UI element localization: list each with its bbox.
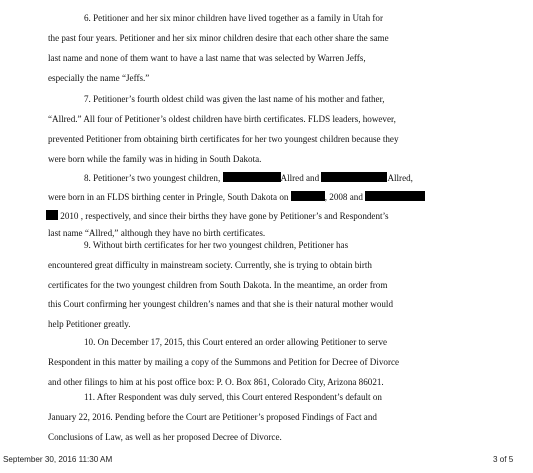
text-line: certificates for the two youngest children from South Dakota. In the meantime, an order from (48, 280, 388, 290)
text-line: 11. After Respondent was duly served, this Court entered Respondent’s default on (84, 392, 382, 402)
redaction-box (223, 172, 281, 182)
text-line: last name and none of them want to have a last name that was selected by Warren Jeffs, (48, 53, 366, 63)
redaction-box (365, 191, 425, 201)
text-line (84, 172, 413, 184)
text-line: especially the name “Jeffs.” (48, 73, 150, 83)
text-line: prevented Petitioner from obtaining birth certificates for her two youngest children because they (48, 134, 399, 144)
text-line: 10. On December 17, 2015, this Court entered an order allowing Petitioner to serve (84, 337, 388, 347)
text-line: were born while the family was in hiding in South Dakota. (48, 154, 262, 164)
text-line: Respondent in this matter by mailing a copy of the Summons and Petition for Decree of Divorce (48, 357, 400, 367)
text-line: 6. Petitioner and her six minor children have lived together as a family in Utah for (84, 13, 383, 23)
text-segment: , 2008 and (324, 192, 363, 202)
text-line: the past four years. Petitioner and her six minor children desire that each other share the same (48, 33, 389, 43)
text-line: last name “Allred,” although they have no birth certificates. (48, 228, 266, 238)
text-line (48, 191, 425, 203)
text-segment: were born in an FLDS birthing center in Pringle, South Dakota on (48, 192, 289, 202)
text-line: encountered great difficulty in mainstream society. Currently, she is trying to obtain birth (48, 260, 372, 270)
redaction-box (46, 210, 58, 220)
text-line: 9. Without birth certificates for her two youngest children, Petitioner has (84, 240, 349, 250)
text-line: 7. Petitioner’s fourth oldest child was given the last name of his mother and father, (84, 94, 385, 104)
text-line: “Allred.” All four of Petitioner’s oldest children have birth certificates. FLDS leaders, however, (48, 114, 396, 124)
text-line: help Petitioner greatly. (48, 319, 131, 329)
redaction-box (321, 172, 387, 182)
text-line (46, 210, 389, 222)
text-segment: Allred, (387, 173, 413, 183)
text-segment: 2010 , respectively, and since their births they have gone by Petitioner’s and Respondent’s (60, 211, 389, 221)
redaction-box (291, 191, 325, 201)
footer-page-number: 3 of 5 (493, 455, 514, 464)
text-line: and other filings to him at his post office box: P. O. Box 861, Colorado City, Arizona 86021. (48, 377, 384, 387)
text-segment: Allred and (280, 173, 320, 183)
footer-timestamp: September 30, 2016 11:30 AM (3, 455, 113, 464)
text-segment: 8. Petitioner’s two youngest children, (84, 173, 221, 183)
text-line: January 22, 2016. Pending before the Court are Petitioner’s proposed Findings of Fact and (48, 412, 377, 422)
text-line: this Court confirming her youngest children’s names and that she is their natural mother would (48, 299, 393, 309)
text-line: Conclusions of Law, as well as her proposed Decree of Divorce. (48, 432, 282, 442)
